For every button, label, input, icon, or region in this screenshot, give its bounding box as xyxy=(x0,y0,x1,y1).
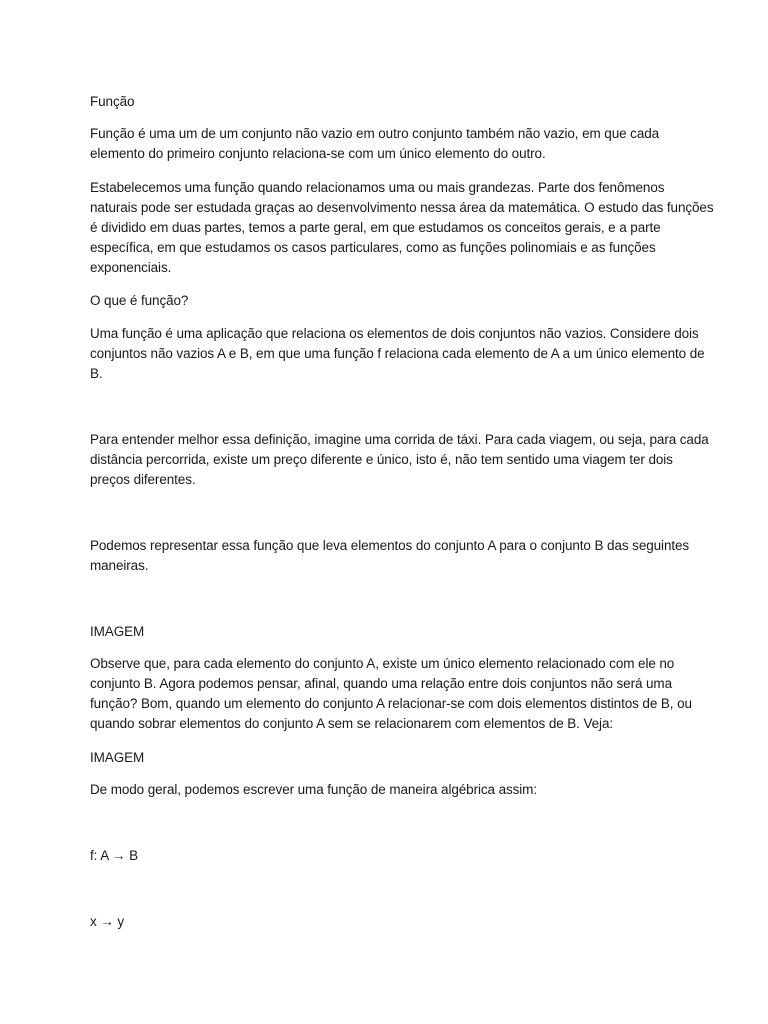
paragraph-line: B. xyxy=(90,366,103,381)
paragraph-line: conjuntos não vazios A e B, em que uma função f relaciona cada elemento de A a um único elemento de xyxy=(90,346,705,361)
paragraph-line: distância percorrida, existe um preço diferente e único, isto é, não tem sentido uma viagem ter dois xyxy=(90,452,673,467)
paragraph-line: Uma função é uma aplicação que relaciona os elementos de dois conjuntos não vazios. Considere dois xyxy=(90,326,699,341)
paragraph-taxi xyxy=(90,430,709,490)
formula-element: x → y xyxy=(90,914,125,929)
paragraph-line: Estabelecemos uma função quando relacionamos uma ou mais grandezas. Parte dos fenômenos xyxy=(90,180,665,195)
paragraph-line: é dividido em duas partes, temos a parte geral, em que estudamos os conceitos gerais, e a parte xyxy=(90,220,661,235)
paragraph-definition xyxy=(90,124,659,164)
formula-mapping: f: A → B xyxy=(90,848,138,863)
paragraph-line: Função é uma um de um conjunto não vazio em outro conjunto também não vazio, em que cada xyxy=(90,126,660,141)
paragraph-line: quando sobrar elementos do conjunto A sem se relacionarem com elementos de B. Veja: xyxy=(90,716,614,731)
paragraph-line: maneiras. xyxy=(90,558,149,573)
paragraph-line: Podemos representar essa função que leva elementos do conjunto A para o conjunto B das seguintes xyxy=(90,538,690,553)
paragraph-algebrica: De modo geral, podemos escrever uma função de maneira algébrica assim: xyxy=(90,782,537,797)
paragraph-line: elemento do primeiro conjunto relaciona-se com um único elemento do outro. xyxy=(90,146,546,161)
paragraph-grandezas xyxy=(90,178,714,278)
section-heading: O que é função? xyxy=(90,293,189,308)
paragraph-aplicacao xyxy=(90,324,705,384)
paragraph-line: Observe que, para cada elemento do conjunto A, existe um único elemento relacionado com ele no xyxy=(90,656,675,671)
image-placeholder: IMAGEM xyxy=(90,750,145,765)
paragraph-line: exponenciais. xyxy=(90,260,172,275)
paragraph-line: função? Bom, quando um elemento do conjunto A relacionar-se com dois elementos distintos de B, ou xyxy=(90,696,692,711)
document-title: Função xyxy=(90,94,135,109)
paragraph-representar xyxy=(90,536,689,576)
paragraph-line: preços diferentes. xyxy=(90,472,196,487)
image-placeholder: IMAGEM xyxy=(90,624,145,639)
paragraph-observe xyxy=(90,654,692,734)
paragraph-line: naturais pode ser estudada graças ao desenvolvimento nessa área da matemática. O estudo das funções xyxy=(90,200,714,215)
paragraph-line: Para entender melhor essa definição, imagine uma corrida de táxi. Para cada viagem, ou seja, para cada xyxy=(90,432,709,447)
paragraph-line: conjunto B. Agora podemos pensar, afinal, quando uma relação entre dois conjuntos não será uma xyxy=(90,676,672,691)
paragraph-line: específica, em que estudamos os casos particulares, como as funções polinomiais e as funções xyxy=(90,240,656,255)
